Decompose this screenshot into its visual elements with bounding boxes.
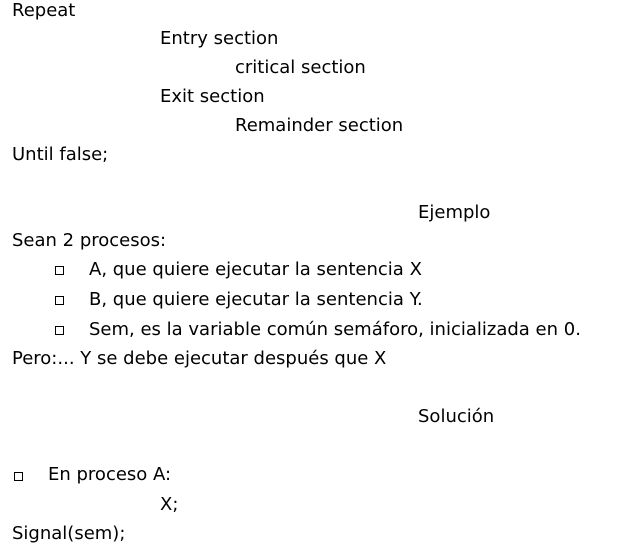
list-item: A, que quiere ejecutar la sentencia X <box>89 259 422 280</box>
entry-section-line: Entry section <box>160 28 279 49</box>
list-item: Sem, es la variable común semáforo, inicializada en 0. <box>89 319 581 340</box>
statement-x: X; <box>160 494 179 515</box>
signal-line: Signal(sem); <box>12 523 126 544</box>
process-a-item: En proceso A: <box>48 464 172 485</box>
exit-section-line: Exit section <box>160 86 265 107</box>
remainder-section-line: Remainder section <box>235 115 404 136</box>
list-item: B, que quiere ejecutar la sentencia Y. <box>89 289 423 310</box>
solution-heading: Solución <box>418 406 495 427</box>
repeat-keyword: Repeat <box>12 0 76 21</box>
square-bullet-icon <box>55 296 64 305</box>
example-note: Pero:... Y se debe ejecutar después que X <box>12 348 387 369</box>
example-intro: Sean 2 procesos: <box>12 230 167 251</box>
square-bullet-icon <box>55 326 64 335</box>
square-bullet-icon <box>14 472 23 481</box>
square-bullet-icon <box>55 266 64 275</box>
example-heading: Ejemplo <box>418 202 491 223</box>
critical-section-line: critical section <box>235 57 366 78</box>
until-line: Until false; <box>12 144 109 165</box>
